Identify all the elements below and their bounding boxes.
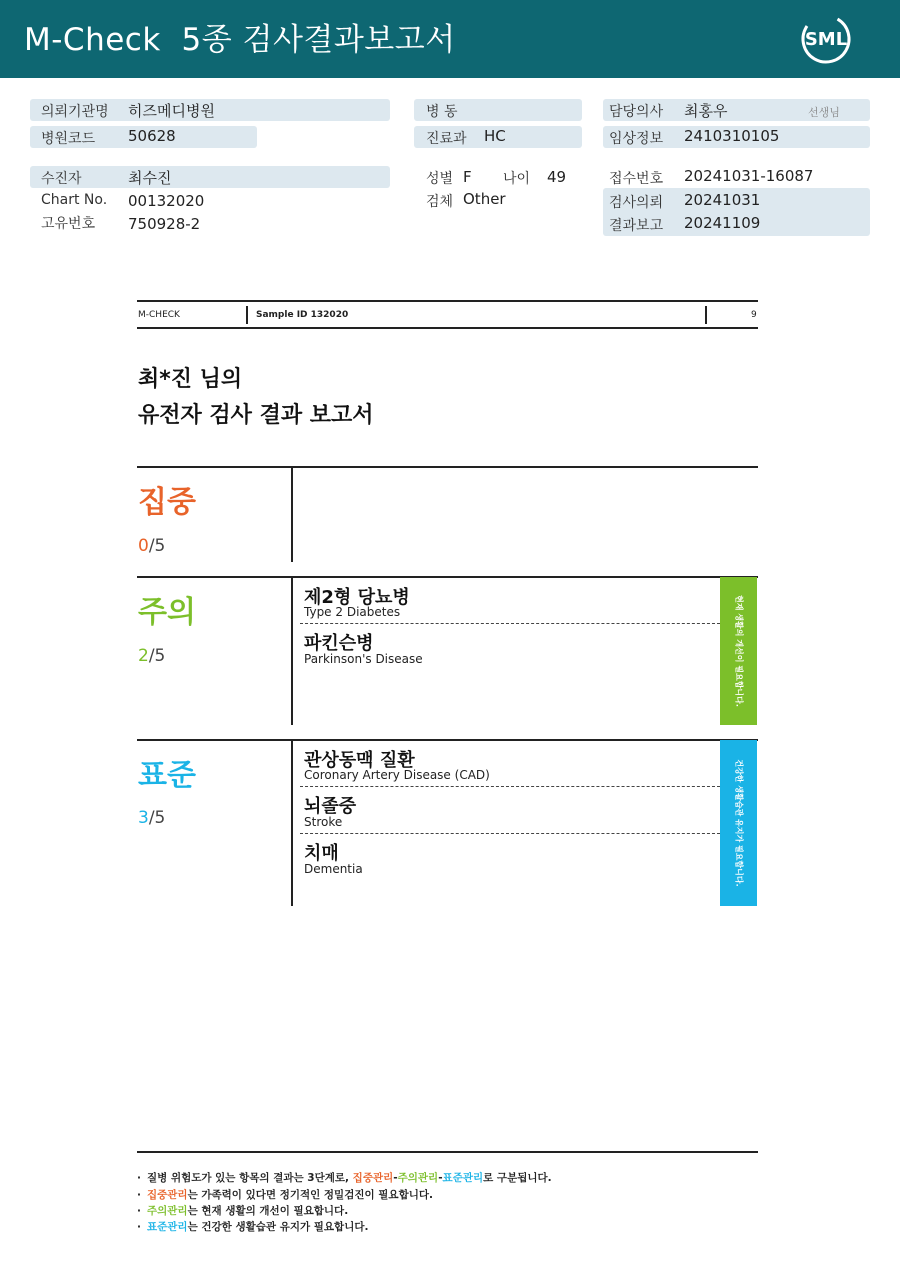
- disease-name: 관상동맥 질환: [304, 750, 415, 771]
- logo-text: SML: [804, 29, 848, 50]
- mcheck-label: M-CHECK: [138, 310, 180, 320]
- sex-label: 성별: [426, 171, 454, 187]
- header-divider: [705, 306, 707, 324]
- code-value: 50628: [128, 127, 176, 145]
- receipt-label: 접수번호: [609, 171, 664, 187]
- category-standard-name: 표준: [138, 758, 196, 793]
- patient-label: 수진자: [41, 171, 82, 187]
- clinical-label: 임상정보: [609, 131, 664, 147]
- report-label: 결과보고: [609, 218, 664, 234]
- age-value: 49: [547, 168, 567, 186]
- category-standard-count: 3/5: [138, 808, 166, 828]
- category-focus-name: 집중: [138, 485, 196, 520]
- receipt-value: 20241031-16087: [684, 167, 814, 185]
- section-divider: [291, 468, 293, 562]
- footnote-1: · 질병 위험도가 있는 항목의 결과는 3단계로, 집중관리-주의관리-표준관리로 구분됩니다.: [137, 1172, 552, 1184]
- disease-name-en: Parkinson's Disease: [304, 652, 423, 666]
- section-rule: [137, 739, 758, 741]
- row-separator: [300, 786, 720, 787]
- sex-value: F: [463, 168, 472, 186]
- dept-label: 진료과: [426, 131, 467, 147]
- patient-row: [30, 166, 390, 188]
- disease-name: 파킨슨병: [304, 633, 374, 654]
- footnote-4: · 표준관리는 건강한 생활습관 유지가 필요합니다.: [137, 1221, 369, 1233]
- report-value: 20241109: [684, 214, 761, 232]
- category-caution-count: 2/5: [138, 646, 166, 666]
- disease-name-en: Stroke: [304, 815, 343, 829]
- row-separator: [300, 833, 720, 834]
- footnote-3: · 주의관리는 현재 생활의 개선이 필요합니다.: [137, 1205, 349, 1217]
- dept-value: HC: [484, 127, 506, 145]
- header-divider: [246, 306, 248, 324]
- footnote-rule: [137, 1151, 758, 1153]
- disease-name: 치매: [304, 843, 339, 864]
- category-caution-name: 주의: [138, 595, 196, 630]
- doctor-suffix: 선생님: [808, 106, 840, 119]
- standard-note: 건강한 생활습관 유지가 필요합니다.: [734, 759, 743, 887]
- row-separator: [300, 623, 720, 624]
- footnote-2: · 집중관리는 가족력이 있다면 정기적인 정밀검진이 필요합니다.: [137, 1189, 433, 1201]
- sml-logo: [796, 12, 856, 66]
- report-title: M-Check 5종 검사결과보고서: [24, 22, 456, 58]
- section-divider: [291, 578, 293, 725]
- section-divider: [291, 741, 293, 906]
- specimen-value: Other: [463, 190, 506, 208]
- caution-note-bar: [720, 577, 757, 725]
- disease-name: 제2형 당뇨병: [304, 587, 410, 608]
- chart-value: 00132020: [128, 192, 205, 210]
- request-label: 검사의뢰: [609, 195, 664, 211]
- hospital-label: 의뢰기관명: [41, 104, 109, 120]
- sample-id: Sample ID 132020: [256, 310, 349, 320]
- id-label: 고유번호: [41, 216, 96, 232]
- ward-label: 병 동: [426, 104, 458, 120]
- clinical-value: 2410310105: [684, 127, 780, 145]
- card-header-rule: [137, 327, 758, 329]
- page-number: 9: [751, 310, 757, 320]
- doctor-label: 담당의사: [609, 104, 664, 120]
- section-rule: [137, 576, 758, 578]
- standard-note-bar: [720, 740, 757, 906]
- code-label: 병원코드: [41, 131, 96, 147]
- disease-name: 뇌졸중: [304, 796, 357, 817]
- section-rule: [137, 466, 758, 468]
- request-value: 20241031: [684, 191, 761, 209]
- id-value: 750928-2: [128, 215, 201, 233]
- caution-note: 현재 생활의 개선이 필요합니다.: [734, 595, 743, 707]
- category-focus-count: 0/5: [138, 536, 166, 556]
- disease-name-en: Dementia: [304, 862, 363, 876]
- card-top-rule: [137, 300, 758, 302]
- age-label: 나이: [503, 171, 531, 187]
- specimen-label: 검체: [426, 194, 454, 210]
- hospital-value: 히즈메디병원: [128, 102, 215, 120]
- disease-name-en: Type 2 Diabetes: [304, 605, 401, 619]
- report-heading-line2: 유전자 검사 결과 보고서: [138, 403, 374, 428]
- report-heading-line1: 최*진 님의: [138, 367, 243, 392]
- chart-label: Chart No.: [41, 192, 108, 208]
- doctor-value: 최홍우: [684, 102, 728, 120]
- patient-value: 최수진: [128, 169, 172, 187]
- disease-name-en: Coronary Artery Disease (CAD): [304, 768, 490, 782]
